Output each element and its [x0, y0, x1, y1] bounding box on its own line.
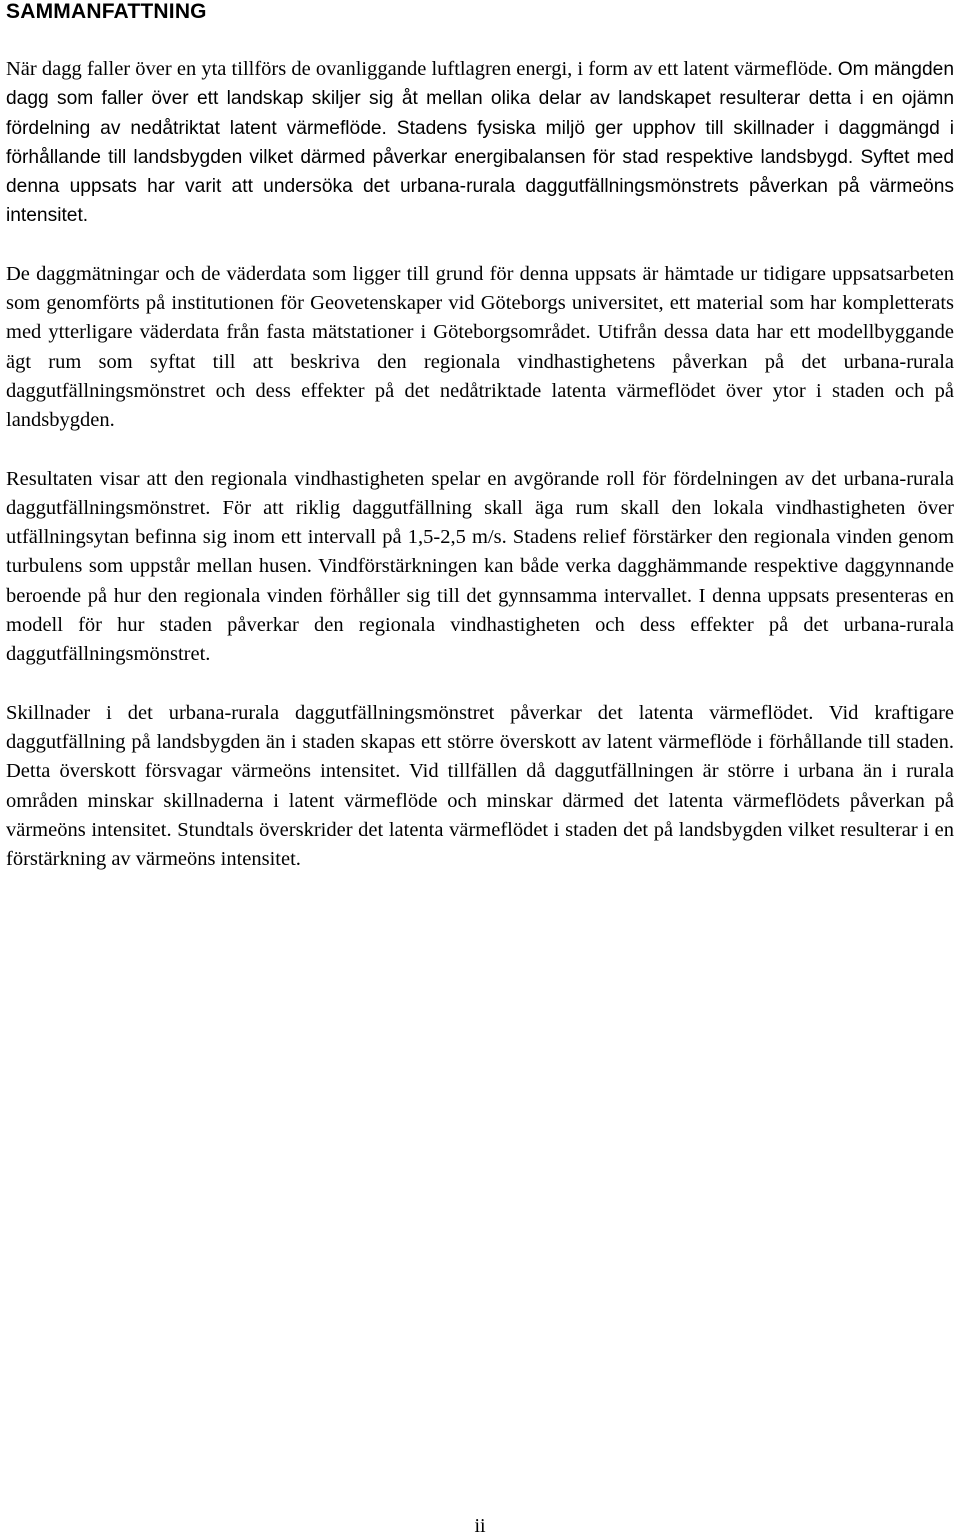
- page-number: ii: [474, 1515, 486, 1537]
- paragraph-3: Resultaten visar att den regionala vindhastigheten spelar en avgörande roll för fördelningen av det urbana-rurala daggutfällningsmönstret. För att riklig daggutfällning skall äga rum skall den lokala vindhastigheten över utfällningsytan befinna sig inom ett intervall på 1,5-2,5 m/s. Stadens relief förstärker den regionala vinden genom turbulens som uppstår mellan husen. Vindförstärkningen kan både verka dagghämmande respektive daggynnande beroende på hur den regionala vinden förhåller sig till det gynnsamma intervallet. I denna uppsats presenteras en modell för hur staden påverkar den regionala vindhastigheten och dess effekter på det urbana-rurala daggutfällningsmönstret.: [6, 467, 954, 666]
- document-page: [6, 0, 954, 874]
- paragraph-1-sans-text: Om mängden dagg som faller över ett landskap skiljer sig åt mellan olika delar av landskapet resulterar detta i en ojämn fördelning av nedåtriktat latent värmeflöde. Stadens fysiska miljö ger upphov till skillnader i daggmängd i förhållande till landsbygden vilket därmed påverkar energibalansen för stad respektive landsbygd. Syftet med denna uppsats har varit att undersöka det urbana-rurala daggutfällningsmönstrets påverkan på värmeöns intensitet.: [6, 59, 954, 227]
- paragraph-4: Skillnader i det urbana-rurala daggutfällningsmönstret påverkar det latenta värmeflödet. Vid kraftigare daggutfällning på landsbygden än i staden skapas ett större överskott av latent värmeflöde i förhållande till staden. Detta överskott försvagar värmeöns intensitet. Vid tillfällen då daggutfällningen är större i urbana än i rurala områden minskar skillnaderna i latent värmeflöde och minskar därmed det latenta värmeflödets påverkan på värmeöns intensitet. Stundtals överskrider det latenta värmeflödet i staden det på landsbygden vilket resulterar i en förstärkning av värmeöns intensitet.: [6, 701, 954, 871]
- paragraph-1: [6, 55, 954, 231]
- paragraph-2: De daggmätningar och de väderdata som ligger till grund för denna uppsats är hämtade ur tidigare uppsatsarbeten som genomförts på institutionen för Geovetenskaper vid Göteborgs universitet, ett material som har kompletterats med ytterligare väderdata från fasta mätstationer i Göteborgsområdet. Utifrån dessa data har ett modellbyggande ägt rum som syftat till att beskriva den regionala vindhastighetens påverkan på det urbana-rurala daggutfällningsmönstret och dess effekter på det nedåtriktade latenta värmeflödet över ytor i staden och på landsbygden.: [6, 262, 954, 432]
- page-heading: SAMMANFATTNING: [6, 0, 207, 23]
- paragraph-1-serif-text: När dagg faller över en yta tillförs de ovanliggande luftlagren energi, i form av ett latent värmeflöde.: [6, 58, 838, 80]
